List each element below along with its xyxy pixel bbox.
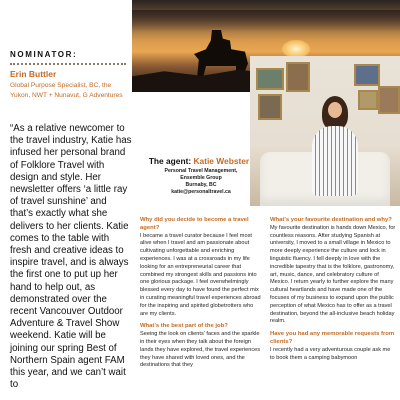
agent-name: Katie Webster: [193, 156, 250, 166]
caption-heading: [148, 156, 250, 166]
agent-portrait-photo: [250, 56, 400, 206]
wall-frame: [358, 90, 378, 110]
agent-location: Burnaby, BC: [185, 182, 217, 188]
wall-frame: [378, 86, 400, 114]
nominator-title: Global Purpose Specialist, BC, the Yukon, NWT + Nunavut, G Adventures: [10, 82, 123, 99]
caption-prefix: The agent:: [148, 156, 194, 166]
wall-frame: [256, 68, 284, 90]
interview-answer: I recently had a very adventurous couple ask me to book them a camping babymoon: [270, 346, 391, 361]
nominator-quote: “As a relative newcomer to the travel industry, Katie has infused her personal brand of Folklore Travel with design and style. Her newsletter offers ‘a little ray of travel sunshine’ and that’s exactly what she delivers to her clients. Katie comes to the table with fresh and creative ideas to inspire travel, and is always the first one to put up her hand to help out, as demonstrated over the recent Vancouver Outdoor Adventure & Travel Show weekend. Katie will be joining our spring Best of Northern Spain agent FAM this year, and we can’t wait to: [10, 123, 132, 391]
wall-frame: [258, 94, 282, 120]
interview-question: What’s your favourite destination and why?: [270, 217, 392, 223]
nominator-label: NOMINATOR:: [10, 50, 78, 59]
agent-face: [328, 102, 342, 118]
agent-striped-dress: [312, 126, 358, 196]
interview-answer: Seeing the look on clients’ faces and the sparkle in their eyes when they talk about the foreign lands they have explored, the travel experiences they have shared with loved ones, and the destinations that they: [140, 331, 261, 369]
interview-answer: I became a travel curator because I feel most alive when I travel and am passionate about cultivating unforgettable and enriching experiences. I was at a crossroads in my life looking for an entrepreneurial career that combined my strongest skills and passions into one glorious package. I feel overwhelmingly blessed every day to have found the perfect mix in curating meaningful travel experiences abroad for the inspiring and spirited globetrotters who are my clients.: [140, 232, 261, 317]
interview-column-1: [140, 217, 262, 375]
agent-email: katie@personaltravel.ca: [171, 189, 231, 195]
interview-answer: My favourite destination is hands down Mexico, for countless reasons. After studying Spanish at university, I moved to a small village in Mexico to more deeply experience the culture and lock in linguistic fluency. I fell deeply in love with the incredible tapestry that is the folklore, gastronomy, art, music, dance, and celebratory culture of Mexico. I return yearly to further explore the many cultural heartlands and have made one of the focuses of my business to expand upon the public perception of what Mexico has to offer as a travel destination, beyond the all-inclusive beach holiday realm.: [270, 224, 396, 325]
dotted-divider: [10, 63, 126, 65]
interview-question: What’s the best part of the job?: [140, 323, 228, 330]
agent-organization: Personal Travel Management, Ensemble Group: [164, 168, 238, 181]
cloud-shape: [132, 10, 400, 32]
wall-frame: [354, 64, 380, 86]
interview-question: Have you had any memorable requests from clients?: [270, 331, 395, 345]
interview-question: Why did you decide to become a travel agent?: [140, 217, 249, 231]
wall-frame: [286, 62, 310, 92]
nominator-name: Erin Buttler: [10, 69, 57, 79]
interview-column-2: [270, 217, 396, 367]
agent-caption: [148, 156, 250, 196]
